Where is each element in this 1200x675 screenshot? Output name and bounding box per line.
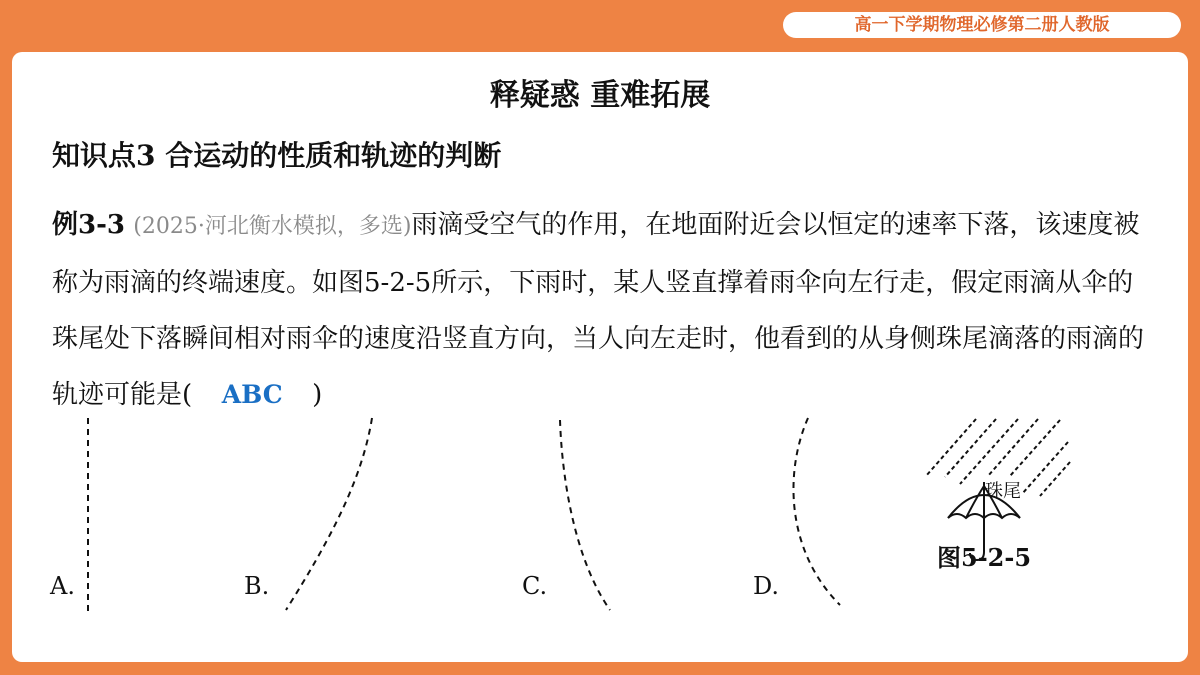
question-body: 雨滴受空气的作用，在地面附近会以恒定的速率下落，该速度被称为雨滴的终端速度。如图5-2-5所示，下雨时，某人竖直撑着雨伞向左行走，假定雨滴从伞的珠尾处下落瞬间相对雨伞的速度沿竖直方向，当人向左走时，他看到的从身侧珠尾滴落的雨滴的轨迹可能是(: [52, 210, 1145, 410]
example-label: 例3-3: [52, 210, 125, 240]
answer-text: ABC: [221, 380, 283, 409]
option-c-label: C.: [522, 572, 548, 600]
problem-source: (2025·河北衡水模拟，多选): [133, 214, 412, 239]
figure-caption: 图5-2-5: [937, 543, 1032, 572]
option-c-trajectory: [560, 420, 610, 610]
question-close: ): [312, 380, 323, 410]
umbrella-tail-label: 珠尾: [985, 481, 1021, 502]
section-heading: 知识点3 合运动的性质和轨迹的判断: [52, 139, 502, 172]
option-a-label: A.: [50, 572, 75, 600]
page-title: 释疑惑 重难拓展: [489, 78, 711, 113]
option-b-label: B.: [244, 572, 270, 600]
option-d-label: D.: [753, 572, 780, 600]
option-b-trajectory: [286, 418, 372, 610]
edition-badge: 高一下学期物理必修第二册人教版: [783, 12, 1181, 38]
option-d-trajectory: [793, 418, 840, 605]
